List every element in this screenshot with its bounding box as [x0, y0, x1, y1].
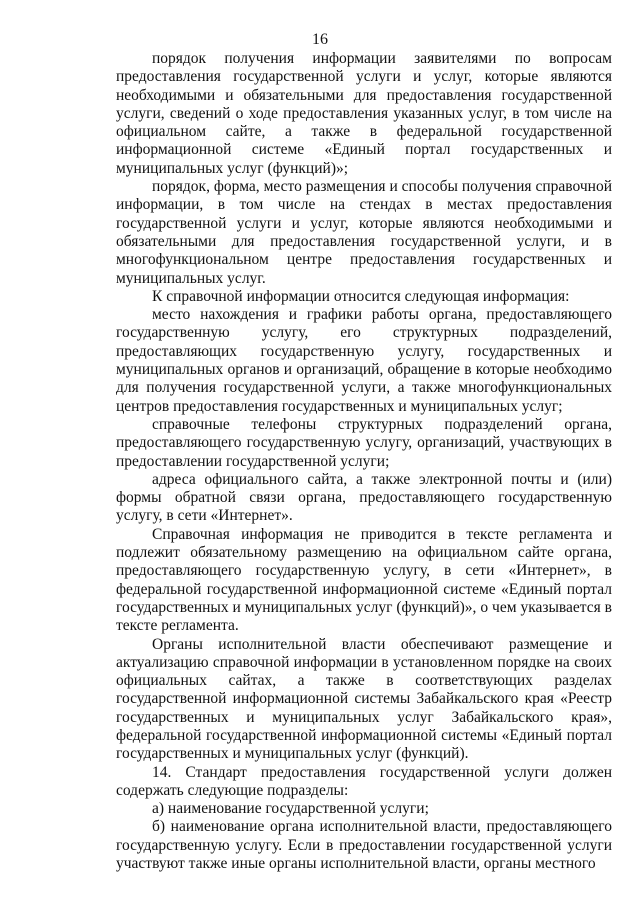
- document-body: [116, 50, 612, 873]
- paragraph-website-email: адреса официального сайта, а также электронной почты и (или) формы обратной связи органа, предоставляющего государственную услугу, в сети «Интернет».: [116, 470, 612, 525]
- paragraph-reference-info-methods: порядок, форма, место размещения и способы получения справочной информации, в том числе на стендах в местах предоставления государственной услуги и услуг, которые являются необходимыми и обязательными для предоставления государственной услуги, и в многофункциональном центре предоставления государственных и муниципальных услуг.: [116, 178, 612, 287]
- paragraph-subsection-b: б) наименование органа исполнительной власти, предоставляющего государственную услугу. Если в предоставлении государственной услуги участвуют также иные органы исполнительной власти, органы местного: [116, 818, 612, 873]
- paragraph-reference-info-intro: К справочной информации относится следующая информация:: [152, 287, 570, 305]
- paragraph-phone-numbers: справочные телефоны структурных подразделений органа, предоставляющего государственную услугу, организаций, участвующих в предоставлении государственной услуги;: [116, 415, 612, 470]
- paragraph-executive-bodies: Органы исполнительной власти обеспечивают размещение и актуализацию справочной информации в установленном порядке на своих официальных сайтах, а также в соответствующих разделах государственной информационной системы Забайкальского края «Реестр государственных и муниципальных услуг Забайкальского края», федеральной государственной информационной системы «Единый портал государственных и муниципальных услуг (функций).: [116, 635, 612, 763]
- paragraph-info-procedure: порядок получения информации заявителями по вопросам предоставления государственной услуги и услуг, которые являются необходимыми и обязательными для предоставления государственной услуги, сведений о ходе предоставления указанных услуг, в том числе на официальном сайте, а также в федеральной государственной информационной системе «Единый портал государственных и муниципальных услуг (функций)»;: [116, 50, 612, 177]
- paragraph-reference-placement: Справочная информация не приводится в тексте регламента и подлежит обязательному размещению на официальном сайте органа, предоставляющего государственную услугу, в сети «Интернет», в федеральной государственной информационной системе «Единый портал государственных и муниципальных услуг (функций)», о чем указывается в тексте регламента.: [116, 525, 612, 635]
- paragraph-location-schedule: место нахождения и графики работы органа, предоставляющего государственную услугу, его структурных подразделений, предоставляющих государственную услугу, государственных и муниципальных органов и организаций, обращение в которые необходимо для получения государственной услуги, а также многофункциональных центров предоставления государственных и муниципальных услуг;: [116, 306, 612, 415]
- paragraph-clause-14: 14. Стандарт предоставления государственной услуги должен содержать следующие подразделы:: [116, 763, 612, 799]
- page-number: 16: [312, 31, 328, 48]
- paragraph-subsection-a: а) наименование государственной услуги;: [152, 800, 429, 818]
